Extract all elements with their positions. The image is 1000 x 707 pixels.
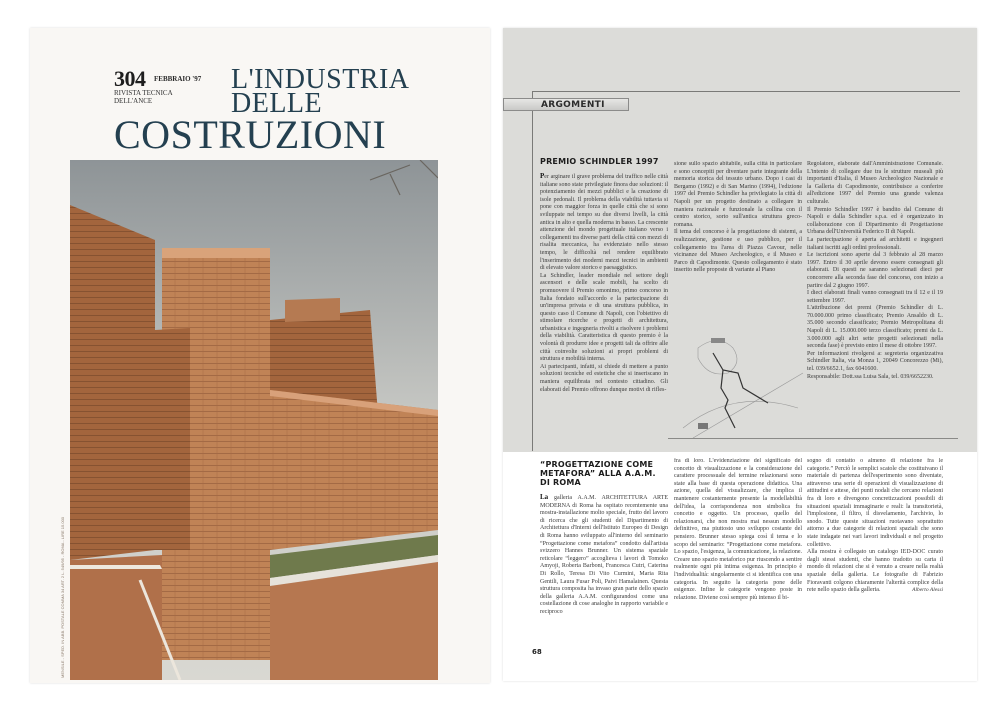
issue-number: 304 bbox=[114, 66, 146, 91]
margin-rule bbox=[532, 91, 533, 451]
paragraph-text: Alla mostra è collegato un catalogo IED-DOC curato dagli stessi studenti, che hanno tradotto su carta il mondo di relazioni che si è venuto a creare nella realtà spaziale della galleria. Le fotografie di Fabrizio Fioravanti colgono chiaramente l'alterità complice della rete nello spazio della galleria. bbox=[807, 549, 943, 594]
subtitle-line: RIVISTA TECNICA bbox=[114, 89, 173, 97]
paragraph: sione sullo spazio abitabile, sulla città in particolare e sono concepiti per diventare parte integrante della memoria storica del tessuto urbano. Dopo i casi di Bergamo (1992) e di San Marino (1994), l'edizione 1997 del Premio Schindler ha privilegiato la città di Napoli per un progetto destinato a collegare in maniera razionale e funzionale la collina con il centro storico, sorto sull'antica struttura greco-romana. bbox=[674, 161, 802, 228]
magazine-title-line2: DELLE bbox=[231, 88, 323, 119]
paragraph: Responsabile: Dott.ssa Luisa Sala, tel. 039/6652230. bbox=[807, 373, 934, 380]
brick-architecture-illustration bbox=[70, 160, 438, 680]
title-line: DI ROMA bbox=[540, 478, 581, 487]
masthead bbox=[114, 66, 414, 156]
section-label bbox=[503, 98, 629, 111]
article1-column-3 bbox=[807, 161, 943, 439]
magazine-cover bbox=[30, 28, 490, 683]
page-number: 68 bbox=[532, 648, 542, 656]
paragraph: Ai partecipanti, infatti, si chiede di mettere a punto soluzioni tecniche ed estetiche che si inseriscano in maniera equilibrata nel contesto cittadino. Gli elaborati del Premio offrono dunque motivi di rifles- bbox=[540, 363, 668, 393]
paragraph bbox=[540, 494, 668, 617]
paragraph: Le iscrizioni sono aperte dal 3 febbraio al 28 marzo 1997. Entro il 30 aprile devono essere consegnati gli elaborati. Di questi ne saranno selezionati dieci per concorrere alla seconda fase del concorso, con inizio a partire dal 2 giugno 1997. bbox=[807, 252, 943, 289]
paragraph: Per informazioni rivolgersi a: segreteria organizzativa Schindler Italia, via Monza 1, 20049 Concorezzo (Mi), tel. 039/6652.1, fax 6041600. bbox=[807, 350, 943, 373]
article1-column-1 bbox=[540, 173, 668, 450]
map-building-icon bbox=[698, 423, 708, 429]
title-line: “PROGETTAZIONE COME bbox=[540, 460, 654, 469]
map-building-icon bbox=[711, 338, 725, 343]
magazine-subtitle bbox=[114, 89, 173, 105]
author-signature: Alberto Alessi bbox=[912, 587, 943, 594]
magazine-title-line1: L'INDUSTRIA bbox=[231, 64, 410, 95]
paragraph bbox=[807, 549, 943, 595]
paragraph-text: er arginare il grave problema del traffico nelle città italiane sono state privilegiate finora due soluzioni: il potenziamento dei mezzi pubblici e la creazione di isole pedonali. Il problema della viabilità tuttavia si pone con maggior forza in quelle città che si sono sviluppate nel tempo su due diversi livelli, la città antica in alto e quella moderna in basso. La crescente attenzione del mondo progettuale italiano verso i collegamenti tra diverse parti della città con mezzi di risalita meccanica, ha evidenziato nello stesso tempo, le difficoltà nel rendere equilibrato l'inserimento dei moderni mezzi tecnici in ambienti di elevato valore storico e paesaggistico. bbox=[540, 174, 668, 272]
article-divider bbox=[668, 438, 958, 439]
paragraph: Il tema del concorso è la progettazione di sistemi, a realizzazione, gestione e uso pubblico, per il collegamento tra l'area di Piazza Cavour, nelle vicinanze del Museo Archeologico, e il Museo e Parco di Capodimonte. Questo collegamento è stato inserito nelle proposte di variante al Piano bbox=[674, 229, 802, 274]
paragraph-text: galleria A.A.M. ARCHITETTURA ARTE MODERNA di Roma ha ospitato recentemente una mostra-installazione molto speciale, frutto del lavoro di ricerca che gli studenti del Dipartimento di Architettura d'Interni dell'Istituto Europeo di Design di Roma hanno sviluppato all'interno del seminario “Progettazione come metafora” condotto dall'artista svizzero Hannes Brunner. Un sistema spaziale reticolare “leggero” accoglieva i lavori di Tomoko Amyoji, Roberta Barboni, Francesca Cutri, Caterina Di Rollo, Teresa Di Vito Curmini, Maria Rita Gentili, Laura Fusar Poli, Paivi Hamalainen. Questa struttura composita ha invaso gran parte dello spazio della galleria A.A.M. configurandosi come una costellazione di cose analoghe in rapporto variabile e reciproco bbox=[540, 495, 668, 615]
header-rule bbox=[532, 91, 960, 92]
paragraph: Il Premio Schindler 1997 è bandito dal Comune di Napoli e dalla Schindler s.p.a. ed è organizzato in collaborazione con il Dipartimento di Progettazione Urbana dell'Università Federico II di Napoli. bbox=[807, 206, 943, 236]
cover-photo bbox=[70, 160, 438, 680]
paragraph: fra di loro. L'evidenziazione del significato del concetto di visualizzazione e la considerazione del carattere processuale del termine relazionarsi sono state alla base di questa operazione didattica. Una azione, quella del visualizzare, che implica il mantenere costantemente presente la modellabilità dell'idea, la corrispondenza non simbolica fra concetto e oggetto. Un processo, quello del relazionarsi, che non mostra mai nessun modello definitivo, ma piuttosto uno sviluppo costante del pensiero. Brunner stesso spiega così il tema e lo scopo del seminario: “Progettazione come metafora. Lo spazio, l'esigenza, la comunicazione, la relazione. Creare uno spazio metaforico pur riuscendo a sentire realmente ogni più intima esigenza. In principio è l'individualità: singolarmente ci si identifica con una categoria. In seguito la categoria pone delle esigenze. Infine le categorie vengono poste in relazione. Diviene così sempre più intenso il bi- bbox=[674, 458, 802, 601]
section-label-text: ARGOMENTI bbox=[541, 100, 605, 110]
article-title-progettazione bbox=[540, 460, 656, 487]
drop-cap: La bbox=[540, 494, 549, 501]
issue-date: FEBBRAIO '97 bbox=[154, 75, 202, 83]
magazine-page bbox=[503, 28, 977, 681]
article2-column-1 bbox=[540, 494, 668, 644]
title-line: METAFORA” ALLA A.A.M. bbox=[540, 469, 656, 478]
paragraph: I dieci elaborati finali vanno consegnati tra il 12 e il 19 settembre 1997. bbox=[807, 290, 943, 304]
magazine-title-line3: COSTRUZIONI bbox=[114, 112, 387, 157]
article2-column-2 bbox=[674, 458, 802, 658]
paragraph: La Schindler, leader mondiale nel settore degli ascensori e delle scale mobili, ha scelto di promuovere il Premio omonimo, primo concorso in Italia fondato sull'accordo e la partecipazione di un'impresa privata e di una struttura pubblica, in questo caso il Comune di Napoli, con l'obiettivo di stimolare ricerche e progetti di architettura, urbanistica e ingegneria rivolti a risolvere i problemi della viabilità. Caratteristica di questo premio è la volontà di produrre idee e progetti tali da offrire alle città coinvolte soluzioni ai propri problemi di struttura e mobilità interna. bbox=[540, 272, 668, 363]
drop-cap: P bbox=[540, 173, 545, 180]
paragraph: sogno di contatto o almeno di relazione fra le categorie.” Perciò le semplici scatole che costituivano il materiale di partenza dell'esperimento sono diventate, attraverso una serie di operazioni di visualizzazione di attitudini e attese, dei punti nodali che cercano relazioni fra di loro e divengono concretizzazioni possibili di situazioni spaziali immaginarie e reali: la transitorietà, l'implosione, il filtro, il disvelamento, l'archivio, lo snodo. Tutte queste situazioni ruotavano soprattutto attorno a due categorie di relazioni spaziali che sono state indagate nei vari lavori individuali e nel progetto collettivo. bbox=[807, 458, 943, 548]
article2-column-3 bbox=[807, 458, 943, 648]
paragraph: L'attribuzione dei premi (Premio Schindler di L. 70.000.000 primo classificato; Premio Ansaldo di L. 35.000 secondo classificato; Premio Metropolitana di Napoli di L. 15.000.000 terzo classificato; premi da L. 3.000.000 agli altri sette progetti selezionati nella seconda fase) è previsto entro il mese di ottobre 1997. bbox=[807, 305, 943, 350]
paragraph: Regolatore, elaborate dall'Amministrazione Comunale. L'intento di collegare due tra le strutture museali più importanti d'Italia, il Museo Archeologico Nazionale e la Galleria di Capodimonte, contribuisce a conferire all'edizione 1997 del Premio una grande valenza culturale. bbox=[807, 161, 943, 205]
postal-imprint: MENSILE - SPED. IN ABB. POSTALE COMMA 34 ART. 2 L. 549/95 - ROMA - LIRE 15.000 bbox=[60, 516, 65, 678]
paragraph: La partecipazione è aperta ad architetti e ingegneri italiani iscritti agli ordini professionali. bbox=[807, 236, 943, 251]
article1-column-2 bbox=[674, 161, 802, 326]
route-map bbox=[673, 328, 808, 448]
paragraph bbox=[540, 173, 668, 273]
article-title-premio-schindler: PREMIO SCHINDLER 1997 bbox=[540, 157, 659, 166]
subtitle-line: DELL'ANCE bbox=[114, 97, 153, 105]
